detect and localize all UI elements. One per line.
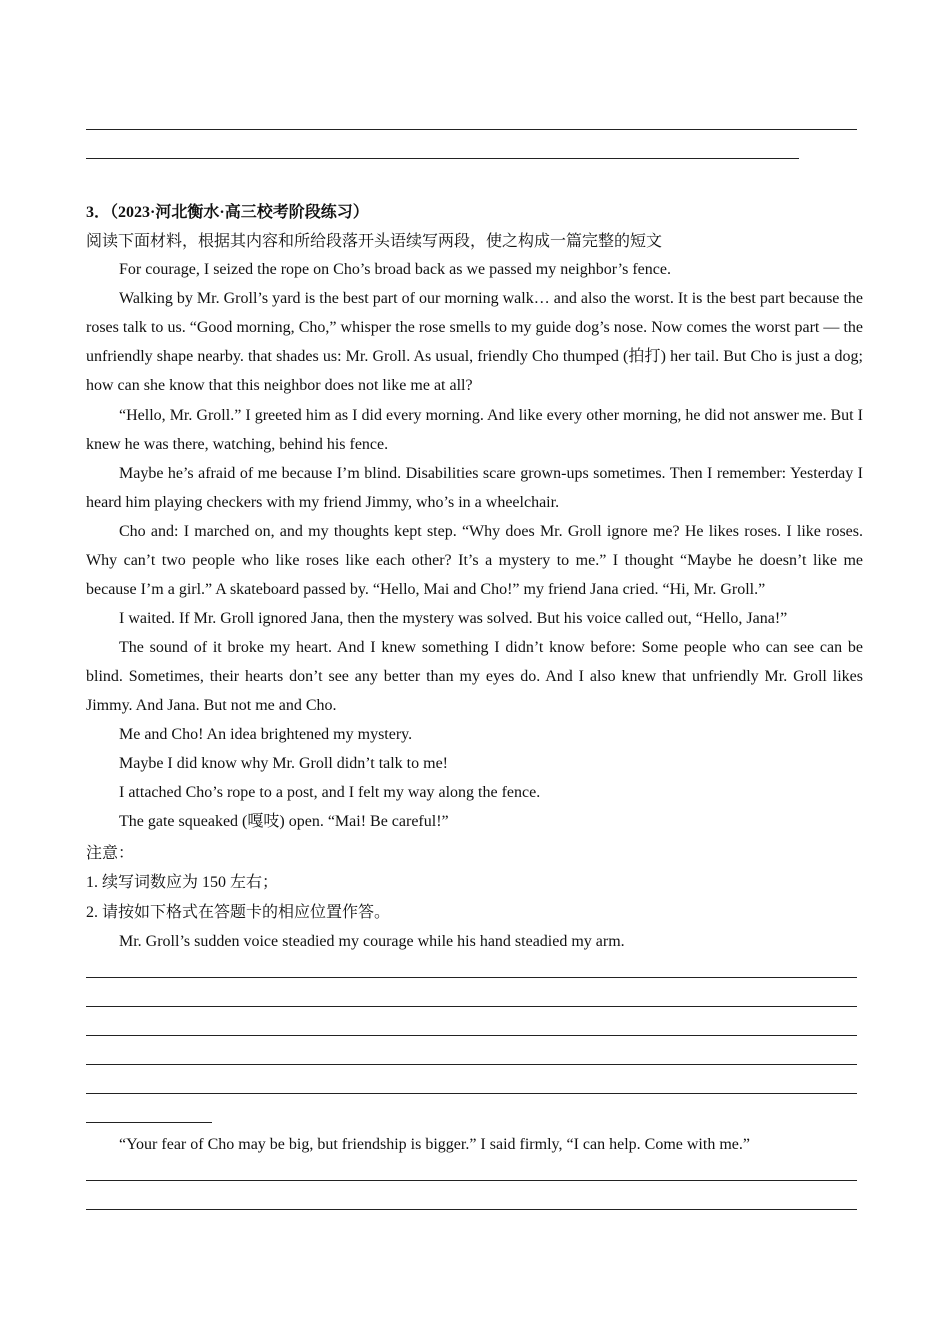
passage-paragraph: Me and Cho! An idea brightened my mystery. [119,726,413,743]
passage-paragraph: “Hello, Mr. Groll.” I greeted him as I did every morning. And like every other morning, he did not answer me. But I knew he was there, watching, behind his fence. [86,407,863,453]
answer-line[interactable] [86,1035,857,1036]
passage-paragraph: I waited. If Mr. Groll ignored Jana, then the mystery was solved. But his voice called out, “Hello, Jana!” [119,610,788,627]
passage-paragraph: Maybe he’s afraid of me because I’m blind. Disabilities scare grown-ups sometimes. Then I remember: Yesterday I heard him playing checkers with my friend Jimmy, who’s in a wheelchair. [86,465,863,511]
notes-item: 1. 续写词数应为 150 左右； [86,874,279,891]
notes-item: 2. 请按如下格式在答题卡的相应位置作答。 [86,904,391,921]
passage-paragraph: The gate squeaked (嘎吱) open. “Mai! Be careful!” [119,813,449,830]
question-number: 3． [86,204,111,221]
notes-label: 注意： [86,845,135,862]
answer-line[interactable] [86,977,857,978]
passage-paragraph: Walking by Mr. Groll’s yard is the best part of our morning walk… and also the worst. It is the best part because the roses talk to us. “Good morning, Cho,” whisper the rose smells to my guide dog’s nose. Now comes the worst part — the unfriendly shape nearby. that shades us: Mr. Groll. As usual, friendly Cho thumped (拍打) her tail. But Cho is just a dog; how can she know that this neighbor does not like me at all? [86,290,863,394]
passage-paragraph: Maybe I did know why Mr. Groll didn’t talk to me! [119,755,448,772]
answer-line[interactable] [86,1209,857,1210]
passage-paragraph: I attached Cho’s rope to a post, and I felt my way along the fence. [119,784,541,801]
answer-line[interactable] [86,1093,857,1094]
paragraph1-starter: Mr. Groll’s sudden voice steadied my courage while his hand steadied my arm. [119,933,625,950]
question-header [86,203,369,223]
answer-line[interactable] [86,1064,857,1065]
answer-line[interactable] [86,1180,857,1181]
question-source: （2023·河北衡水·高三校考阶段练习） [110,204,369,221]
passage-paragraph: The sound of it broke my heart. And I knew something I didn’t know before: Some people who can see can be blind. Sometimes, their hearts don’t see any better than my eyes do. And I also knew that unfriendly Mr. Groll likes Jimmy. And Jana. But not me and Cho. [86,639,863,714]
answer-line[interactable] [86,129,857,130]
question-instruction: 阅读下面材料，根据其内容和所给段落开头语续写两段，使之构成一篇完整的短文 [86,233,663,250]
answer-line[interactable] [86,158,799,159]
passage-paragraph: Cho and: I marched on, and my thoughts kept step. “Why does Mr. Groll ignore me? He likes roses. I like roses. Why can’t two people who like roses like each other? It’s a mystery to me.” I thought “Maybe he doesn’t like me because I’m a girl.” A skateboard passed by. “Hello, Mai and Cho!” my friend Jana cried. “Hi, Mr. Groll.” [86,523,863,598]
answer-line[interactable] [86,1006,857,1007]
paragraph2-starter: “Your fear of Cho may be big, but friendship is bigger.” I said firmly, “I can help. Come with me.” [119,1136,750,1153]
passage-paragraph: For courage, I seized the rope on Cho’s broad back as we passed my neighbor’s fence. [119,261,671,278]
answer-line[interactable] [86,1122,212,1123]
